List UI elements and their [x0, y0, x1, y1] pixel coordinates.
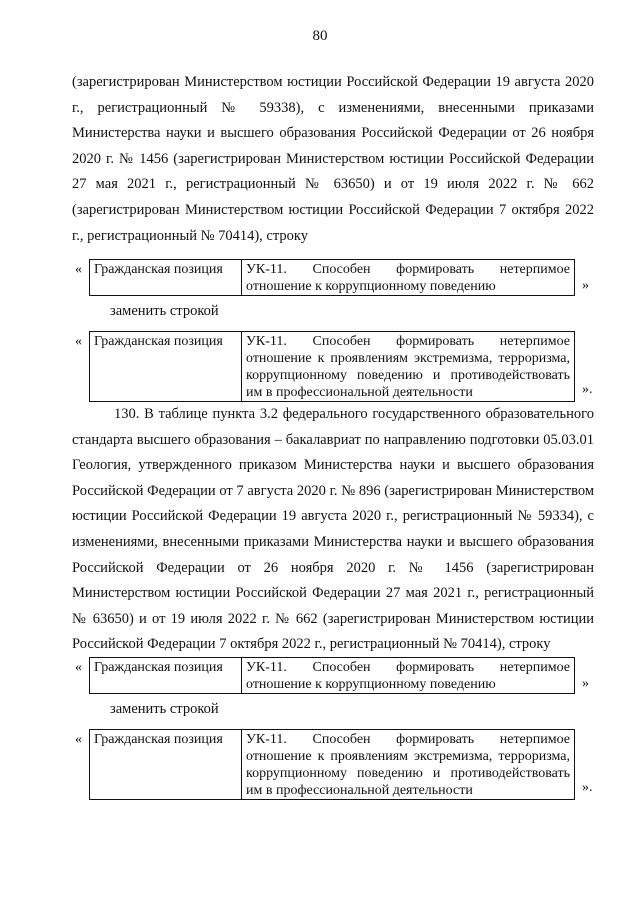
opening-quote: « — [75, 334, 82, 349]
competency-cell: УК-11. Способен формировать нетерпимое отношение к коррупционному поведению — [242, 260, 575, 296]
category-cell: Гражданская позиция — [90, 658, 242, 694]
replace-label-1: заменить строкой — [110, 303, 219, 319]
paragraph-130: 130. В таблице пункта 3.2 федерального государственного образовательного стандарта высшего образования – бакалавриат по направлению подготовки 05.03.01 Геология, утвержденного приказом Министерства науки и высшего образования Российской Федерации от 7 августа 2020 г. № 896 (зарегистрирован Министерством юстиции Российской Федерации 19 августа 2020 г., регистрационный № 59334), с изменениями, внесенными приказами Министерства науки и высшего образования Российской Федерации от 26 ноября 2020 г. № 1456 (зарегистрирован Министерством юстиции Российской Федерации 27 мая 2021 г., регистрационный № 63650) и от 19 июля 2022 г. № 662 (зарегистрирован Министерством юстиции Российской Федерации 7 октября 2022 г., регистрационный № 70414), строку — [72, 406, 594, 653]
table-row — [90, 730, 575, 800]
replace-label-2: заменить строкой — [110, 701, 219, 717]
competency-cell: УК-11. Способен формировать нетерпимое отношение к коррупционному поведению — [242, 658, 575, 694]
closing-quote: ». — [582, 382, 593, 397]
old-row-block-2 — [72, 657, 594, 697]
page-number: 80 — [312, 28, 328, 44]
opening-quote: « — [75, 660, 82, 675]
competency-row-table — [89, 729, 575, 800]
paragraph-1: (зарегистрирован Министерством юстиции Российской Федерации 19 августа 2020 г., регистрационный № 59338), с изменениями, внесенными приказами Министерства науки и высшего образования Российской Федерации от 26 ноября 2020 г. № 1456 (зарегистрирован Министерством юстиции Российской Федерации 27 мая 2021 г., регистрационный № 63650) и от 19 июля 2022 г. № 662 (зарегистрирован Министерством юстиции Российской Федерации 7 октября 2022 г., регистрационный № 70414), строку — [72, 74, 594, 244]
closing-quote: » — [582, 278, 589, 293]
competency-row-table — [89, 331, 575, 402]
competency-row-table — [89, 657, 575, 694]
competency-cell: УК-11. Способен формировать нетерпимое отношение к проявлениям экстремизма, терроризма, коррупционному поведению и противодействовать им в профессиональной деятельности — [242, 332, 575, 402]
category-cell: Гражданская позиция — [90, 260, 242, 296]
opening-quote: « — [75, 262, 82, 277]
competency-row-table — [89, 259, 575, 296]
competency-cell: УК-11. Способен формировать нетерпимое отношение к проявлениям экстремизма, терроризма, коррупционному поведению и противодействовать им в профессиональной деятельности — [242, 730, 575, 800]
closing-quote: ». — [582, 780, 593, 795]
closing-quote: » — [582, 676, 589, 691]
table-row — [90, 260, 575, 296]
table-row — [90, 658, 575, 694]
new-row-block-1 — [72, 331, 594, 403]
category-cell: Гражданская позиция — [90, 730, 242, 800]
table-row — [90, 332, 575, 402]
new-row-block-2 — [72, 729, 594, 801]
old-row-block-1 — [72, 259, 594, 299]
opening-quote: « — [75, 732, 82, 747]
category-cell: Гражданская позиция — [90, 332, 242, 402]
